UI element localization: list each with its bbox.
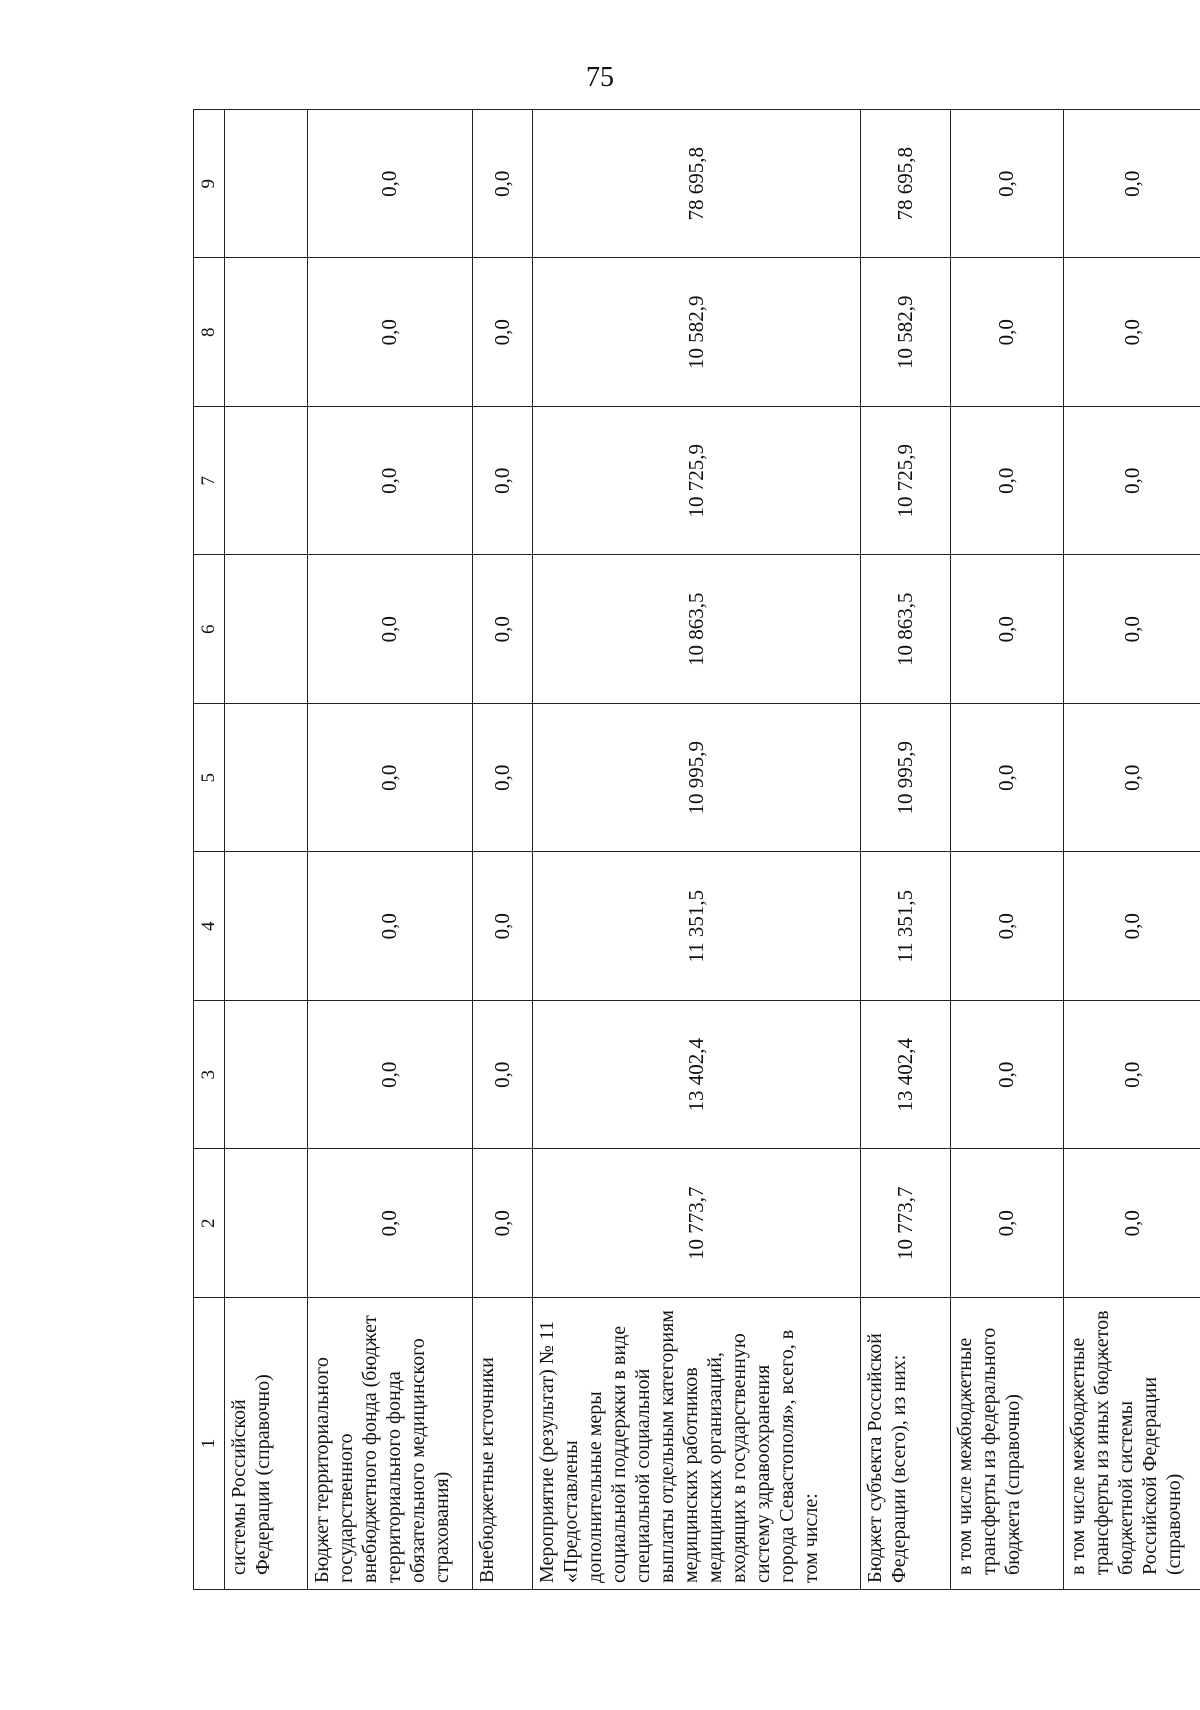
table-row xyxy=(473,110,533,1590)
rotated-table-frame xyxy=(193,110,1200,1590)
cell-value: 0,0 xyxy=(473,555,533,704)
cell-value: 10 582,9 xyxy=(532,258,861,407)
cell-value: 10 582,9 xyxy=(861,258,950,407)
row-label: Бюджет территориального государственного внебюджетного фонда (бюджет территориального фонда обязательного медицинского страхования) xyxy=(307,1298,472,1590)
cell-value: 78 695,8 xyxy=(861,110,950,259)
row-label: Бюджет субъекта Российской Федерации (всего), из них: xyxy=(861,1298,950,1590)
cell-value xyxy=(225,110,308,259)
cell-value: 0,0 xyxy=(1063,555,1200,704)
cell-value: 78 695,8 xyxy=(532,110,861,259)
row-label: в том числе межбюджетные трансферты из иных бюджетов бюджетной системы Российской Федерации (справочно) xyxy=(1063,1298,1200,1590)
column-header: 4 xyxy=(194,852,225,1001)
cell-value xyxy=(225,852,308,1001)
column-header: 2 xyxy=(194,1149,225,1298)
budget-table xyxy=(193,109,1200,1590)
cell-value xyxy=(225,704,308,853)
cell-value: 0,0 xyxy=(473,1149,533,1298)
table-row xyxy=(307,110,472,1590)
cell-value: 0,0 xyxy=(950,407,1063,556)
cell-value: 11 351,5 xyxy=(532,852,861,1001)
cell-value: 10 863,5 xyxy=(532,555,861,704)
cell-value: 0,0 xyxy=(307,258,472,407)
cell-value: 10 725,9 xyxy=(861,407,950,556)
cell-value: 0,0 xyxy=(950,1149,1063,1298)
page-number: 75 xyxy=(586,62,614,93)
cell-value: 0,0 xyxy=(307,110,472,259)
table-row xyxy=(861,110,950,1590)
cell-value: 0,0 xyxy=(307,1001,472,1150)
header-row xyxy=(194,110,225,1590)
row-label: Мероприятие (результат) № 11 «Предоставлены дополнительные меры социальной поддержки в виде специальной социальной выплаты отдельным категориям медицинских работников медицинских организаций, входящих в государственную систему здравоохранения города Севастополя», всего, в том числе: xyxy=(532,1298,861,1590)
cell-value: 0,0 xyxy=(1063,852,1200,1001)
column-header: 3 xyxy=(194,1001,225,1150)
cell-value: 0,0 xyxy=(473,852,533,1001)
row-label: в том числе межбюджетные трансферты из федерального бюджета (справочно) xyxy=(950,1298,1063,1590)
cell-value xyxy=(225,1149,308,1298)
column-header: 6 xyxy=(194,555,225,704)
row-label: Внебюджетные источники xyxy=(473,1298,533,1590)
cell-value: 13 402,4 xyxy=(532,1001,861,1150)
column-header: 8 xyxy=(194,258,225,407)
cell-value: 0,0 xyxy=(950,852,1063,1001)
cell-value xyxy=(225,258,308,407)
cell-value: 0,0 xyxy=(473,407,533,556)
table-container xyxy=(193,110,1200,1590)
cell-value: 0,0 xyxy=(1063,1001,1200,1150)
cell-value: 0,0 xyxy=(1063,704,1200,853)
cell-value: 0,0 xyxy=(950,110,1063,259)
cell-value: 13 402,4 xyxy=(861,1001,950,1150)
cell-value: 0,0 xyxy=(473,704,533,853)
column-header: 5 xyxy=(194,704,225,853)
column-header: 1 xyxy=(194,1298,225,1590)
cell-value: 11 351,5 xyxy=(861,852,950,1001)
cell-value: 10 995,9 xyxy=(532,704,861,853)
cell-value: 0,0 xyxy=(473,258,533,407)
cell-value: 0,0 xyxy=(307,1149,472,1298)
cell-value: 0,0 xyxy=(950,555,1063,704)
cell-value xyxy=(225,407,308,556)
cell-value: 0,0 xyxy=(307,704,472,853)
cell-value: 0,0 xyxy=(473,1001,533,1150)
row-label: системы Российской Федерации (справочно) xyxy=(225,1298,308,1590)
table-row xyxy=(1063,110,1200,1590)
cell-value: 0,0 xyxy=(1063,407,1200,556)
column-header: 7 xyxy=(194,407,225,556)
cell-value: 0,0 xyxy=(950,258,1063,407)
cell-value: 0,0 xyxy=(473,110,533,259)
cell-value: 0,0 xyxy=(1063,110,1200,259)
cell-value: 0,0 xyxy=(307,852,472,1001)
cell-value: 10 773,7 xyxy=(532,1149,861,1298)
cell-value xyxy=(225,1001,308,1150)
cell-value: 10 995,9 xyxy=(861,704,950,853)
cell-value: 0,0 xyxy=(1063,258,1200,407)
cell-value: 0,0 xyxy=(950,1001,1063,1150)
cell-value: 10 725,9 xyxy=(532,407,861,556)
cell-value: 10 773,7 xyxy=(861,1149,950,1298)
cell-value: 0,0 xyxy=(950,704,1063,853)
cell-value: 0,0 xyxy=(307,407,472,556)
cell-value: 0,0 xyxy=(307,555,472,704)
table-row xyxy=(225,110,308,1590)
table-row xyxy=(950,110,1063,1590)
cell-value xyxy=(225,555,308,704)
cell-value: 0,0 xyxy=(1063,1149,1200,1298)
table-row xyxy=(532,110,861,1590)
column-header: 9 xyxy=(194,110,225,259)
cell-value: 10 863,5 xyxy=(861,555,950,704)
